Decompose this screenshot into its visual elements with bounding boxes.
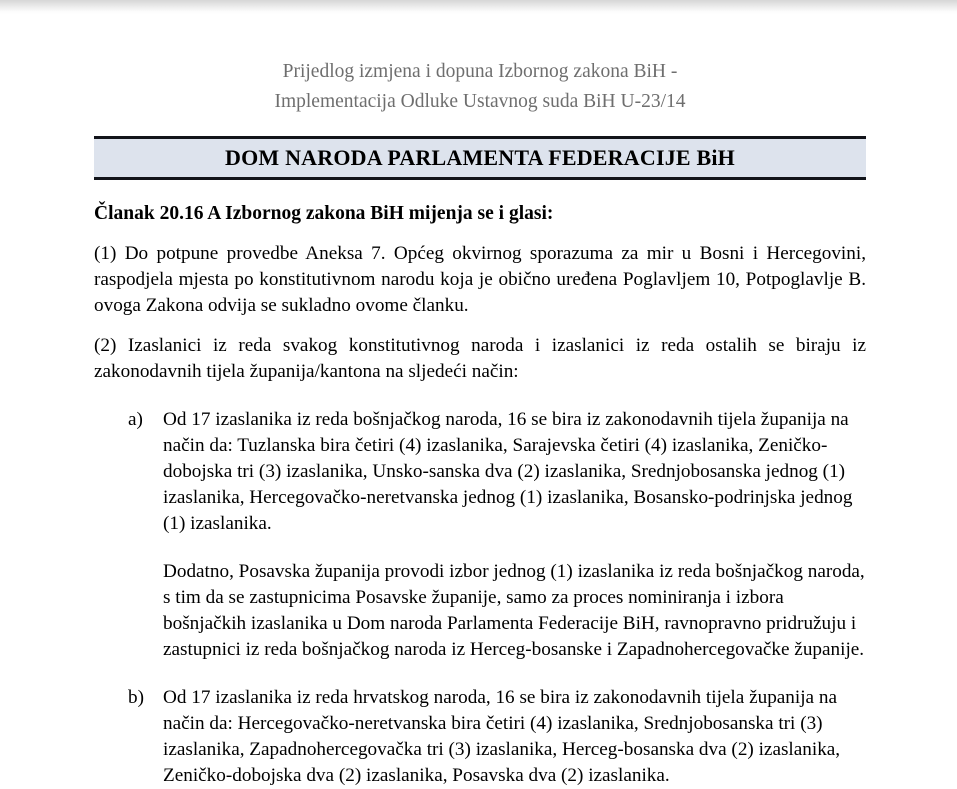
list-item-paragraph: Dodatno, Posavska županija provodi izbor jednog (1) izaslanika iz reda bošnjačkog naroda, s tim da se zastupnicima Posavske županije, samo za proces nominiranja i izbora bošnjačkih izaslanika u Dom naroda Parlamenta Federacije BiH, ravnopravno pridružuju i zastupnici iz reda bošnjačkog naroda iz Herceg-bosanske i Zapadnohercegovačke županije. [163,561,865,660]
chamber-banner [94,136,866,180]
document-content [94,0,866,789]
list-item-paragraph: Od 17 izaslanika iz reda hrvatskog naroda, 16 se bira iz zakonodavnih tijela županija na način da: Hercegovačko-neretvanska bira četiri (4) izaslanika, Srednjobosanska tri (3) izaslanika, Zapadnohercegovačka tri (3) izaslanika, Herceg-bosanska dva (2) izaslanika, Zeničko-dobojska dva (2) izaslanika, Posavska dva (2) izaslanika. [163,687,841,786]
lettered-list [94,407,866,789]
paragraph-2: (2) Izaslanici iz reda svakog konstitutivnog naroda i izaslanici iz reda ostalih se biraju iz zakonodavnih tijela županija/kantona na sljedeći način: [94,335,866,382]
chamber-banner-title: DOM NARODA PARLAMENTA FEDERACIJE BiH [225,145,735,170]
running-header-line-2: Implementacija Odluke Ustavnog suda BiH U-23/14 [274,91,686,112]
list-item [94,685,866,789]
running-header-line-1: Prijedlog izmjena i dopuna Izbornog zakona BiH - [282,61,678,82]
paragraph-1: (1) Do potpune provedbe Aneksa 7. Općeg okvirnog sporazuma za mir u Bosni i Hercegovini, raspodjela mjesta po konstitutivnom narodu koja je obično uređena Poglavljem 10, Potpoglavlje B. ovoga Zakona odvija se sukladno ovome članku. [94,243,866,316]
running-header [94,0,866,117]
list-item-paragraph: Od 17 izaslanika iz reda bošnjačkog naroda, 16 se bira iz zakonodavnih tijela županija na način da: Tuzlanska bira četiri (4) izaslanika, Sarajevska četiri (4) izaslanika, Zeničko-dobojska tri (3) izaslanika, Unsko-sanska dva (2) izaslanika, Srednjobosanska jednog (1) izaslanika, Hercegovačko-neretvanska jednog (1) izaslanika, Bosansko-podrinjska jednog (1) izaslanika. [163,409,853,534]
list-item-marker: a) [128,409,143,430]
article-heading: Članak 20.16 A Izbornog zakona BiH mijenja se i glasi: [94,203,554,224]
list-item [94,407,866,663]
list-item-marker: b) [128,687,144,708]
